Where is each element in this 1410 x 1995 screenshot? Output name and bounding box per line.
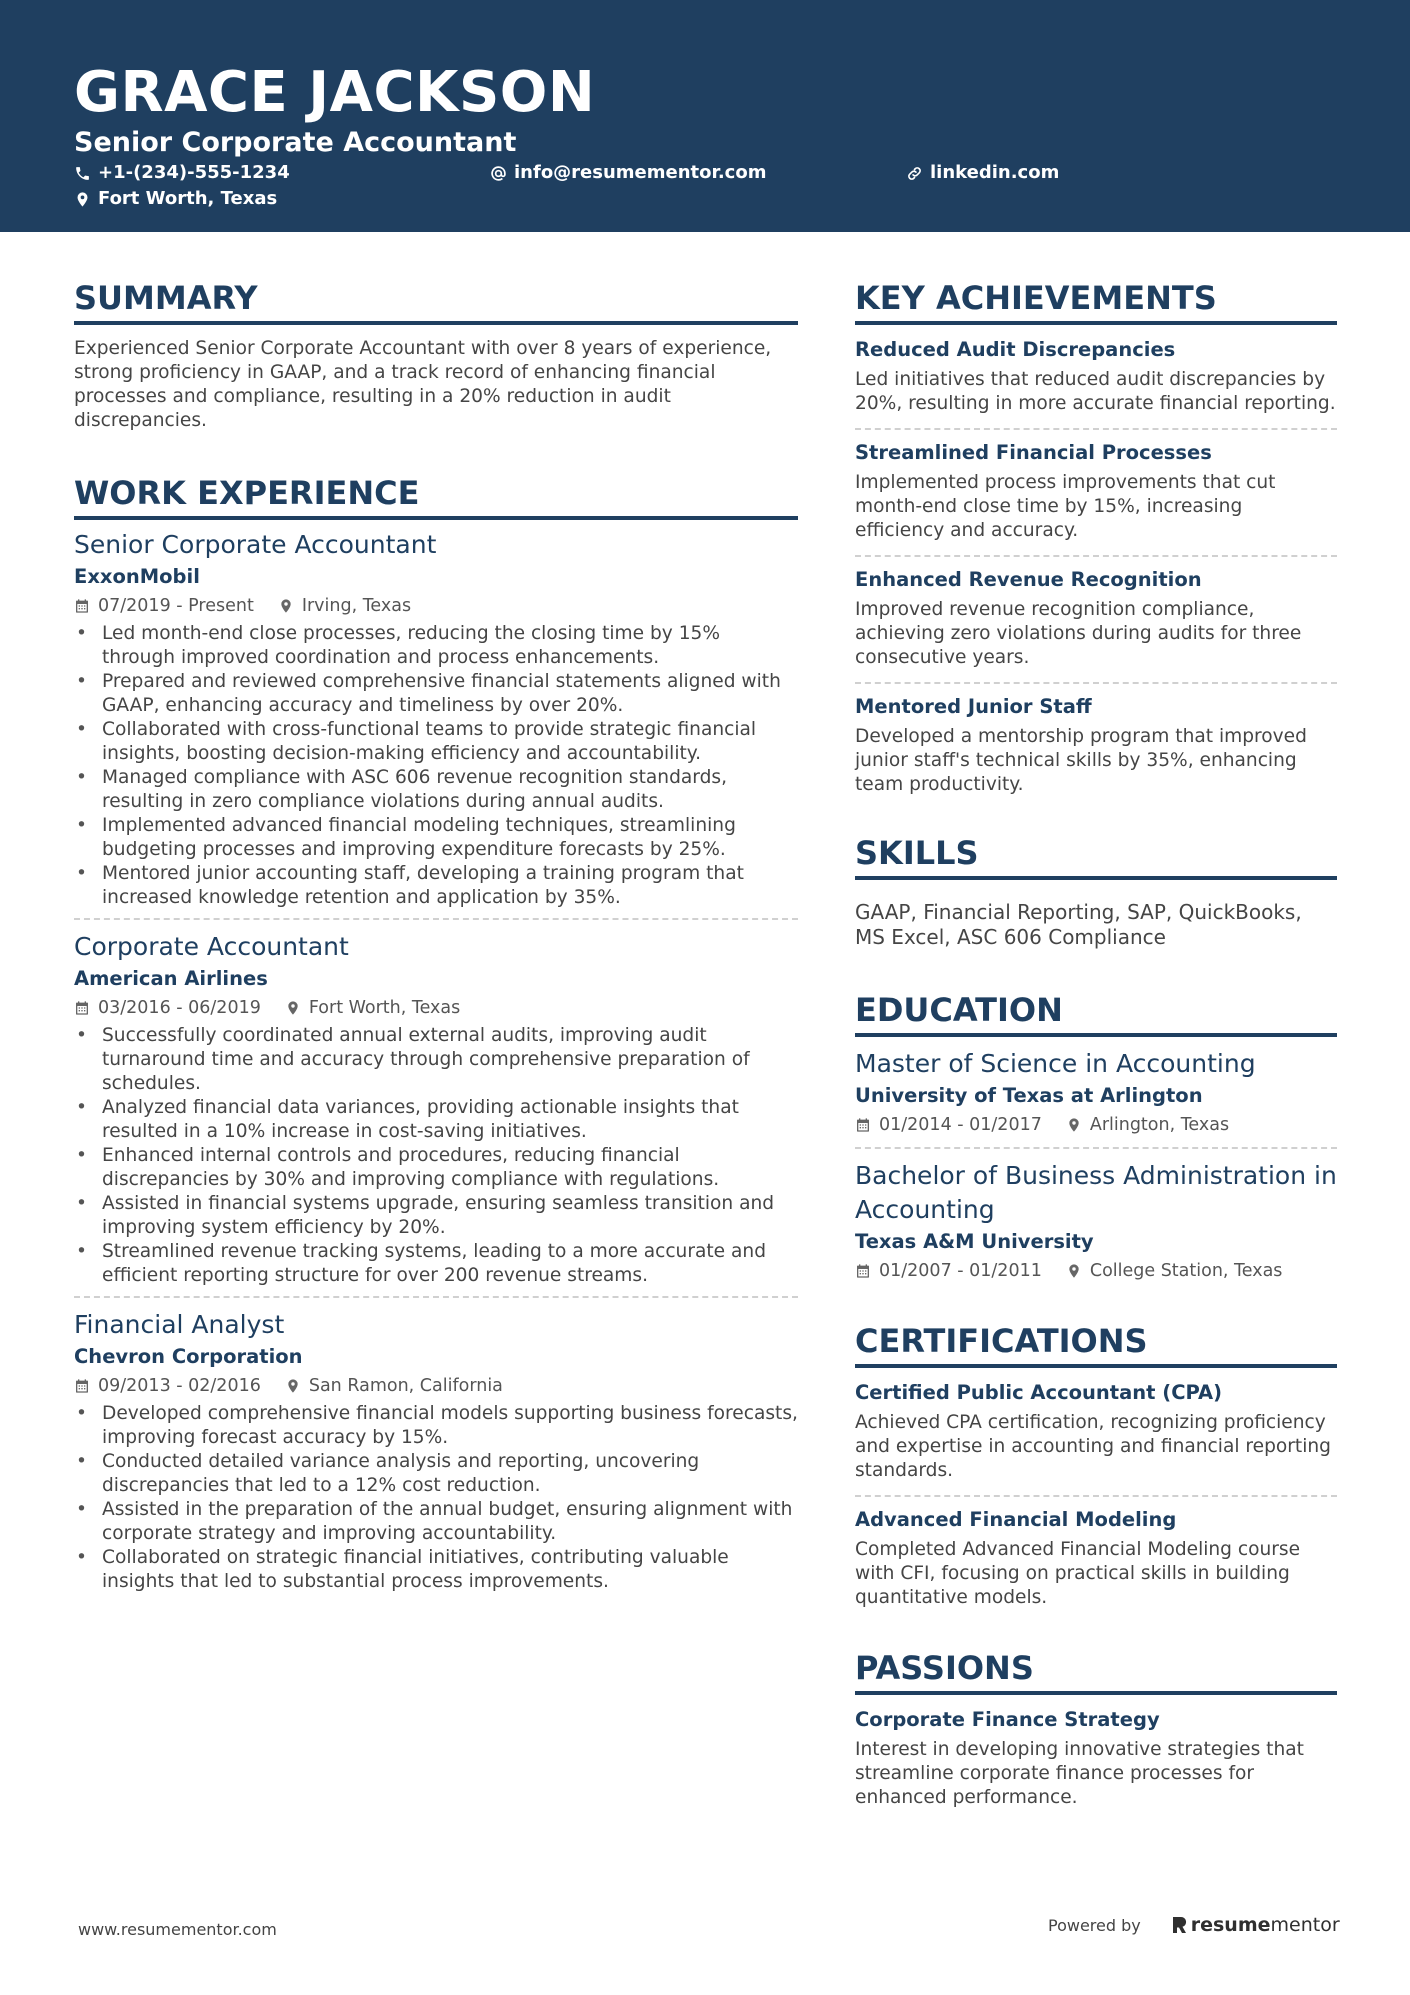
company-name: American Airlines	[74, 967, 268, 990]
job-bullets	[74, 1402, 798, 1594]
achievements-section	[855, 278, 1337, 809]
map-pin-icon	[74, 191, 91, 208]
education-list	[855, 1041, 1337, 1293]
contact-linkedin[interactable]	[906, 161, 1059, 185]
job-bullets	[74, 622, 798, 910]
achievement-item	[855, 555, 1337, 682]
bullet-item: • Enhanced internal controls and procedures, reducing financial discrepancies by 30% and improving compliance with regulations.	[74, 1144, 798, 1192]
bullet-item: • Collaborated on strategic financial initiatives, contributing valuable insights that led to substantial process improvements.	[74, 1546, 798, 1594]
contact-email[interactable]	[490, 161, 766, 185]
calendar-icon	[855, 1263, 871, 1279]
location-text: Fort Worth, Texas	[308, 998, 461, 1018]
certification-list	[855, 1370, 1337, 1622]
map-pin-icon	[285, 1000, 301, 1016]
job-title: Senior Corporate Accountant	[74, 530, 437, 559]
map-pin-icon	[1066, 1117, 1082, 1133]
date-location-row	[74, 1374, 798, 1398]
achievement-list	[855, 327, 1337, 809]
bullet-item: • Led month-end close processes, reducing the closing time by 15% through improved coordination and process enhancements.	[74, 622, 798, 670]
brand-logo[interactable]	[1171, 1914, 1340, 1936]
date-location-row	[855, 1259, 1337, 1283]
date-range	[74, 996, 261, 1020]
passion-item-title: Corporate Finance Strategy	[855, 1708, 1160, 1731]
certification-item-text: Completed Advanced Financial Modeling course with CFI, focusing on practical skills in building quantitative models.	[855, 1539, 1301, 1608]
at-sign-icon	[490, 165, 507, 182]
location	[278, 594, 411, 618]
bullet-item: • Assisted in financial systems upgrade, ensuring seamless transition and improving system efficiency by 20%.	[74, 1192, 798, 1240]
summary-heading: SUMMARY	[74, 278, 798, 325]
bullet-item: • Developed comprehensive financial models supporting business forecasts, improving forecast accuracy by 15%.	[74, 1402, 798, 1450]
bullet-item: • Conducted detailed variance analysis and reporting, uncovering discrepancies that led to a 12% cost reduction.	[74, 1450, 798, 1498]
location	[285, 1374, 503, 1398]
achievement-item	[855, 682, 1337, 809]
resumementor-logo-icon	[1171, 1915, 1187, 1935]
job-list	[74, 528, 798, 1602]
calendar-icon	[74, 1000, 90, 1016]
certification-item-text: Achieved CPA certification, recognizing proficiency and expertise in accounting and financial reporting standards.	[855, 1412, 1331, 1481]
date-text: 07/2019 - Present	[98, 596, 254, 616]
bullet-item: • Collaborated with cross-functional teams to provide strategic financial insights, boosting decision-making efficiency and accountability.	[74, 718, 798, 766]
achievement-item	[855, 327, 1337, 428]
bullet-item: • Successfully coordinated annual external audits, improving audit turnaround time and accuracy through comprehensive preparation of schedules.	[74, 1024, 798, 1096]
map-pin-icon	[278, 598, 294, 614]
bullet-item: • Assisted in the preparation of the annual budget, ensuring alignment with corporate strategy and improving accountability.	[74, 1498, 798, 1546]
certification-item-title: Advanced Financial Modeling	[855, 1508, 1177, 1531]
passion-item	[855, 1697, 1337, 1822]
job-title: Financial Analyst	[74, 1310, 285, 1339]
passion-list	[855, 1697, 1337, 1822]
summary-section	[74, 278, 798, 433]
date-location-row	[74, 594, 798, 618]
achievement-item-text: Developed a mentorship program that improved junior staff's technical skills by 35%, enhancing team productivity.	[855, 726, 1307, 795]
education-entry	[855, 1147, 1337, 1293]
education-entry	[855, 1041, 1337, 1147]
certification-item	[855, 1370, 1337, 1495]
date-range	[855, 1259, 1042, 1283]
certifications-section	[855, 1321, 1337, 1622]
map-pin-icon	[1066, 1263, 1082, 1279]
experience-heading: WORK EXPERIENCE	[74, 473, 798, 520]
location-text: Fort Worth, Texas	[98, 188, 278, 209]
job-entry	[74, 1296, 798, 1602]
footer-website[interactable]: www.resumementor.com	[78, 1920, 277, 1939]
location-text: Irving, Texas	[301, 596, 412, 616]
calendar-icon	[855, 1117, 871, 1133]
certification-item-title: Certified Public Accountant (CPA)	[855, 1381, 1223, 1404]
date-text: 03/2016 - 06/2019	[98, 998, 261, 1018]
brand-light: mentor	[1270, 1914, 1340, 1936]
company-name: ExxonMobil	[74, 565, 200, 588]
left-column	[74, 278, 798, 1602]
date-range	[855, 1113, 1042, 1137]
resume-header	[0, 0, 1410, 232]
calendar-icon	[74, 598, 90, 614]
date-range	[74, 594, 254, 618]
location	[285, 996, 460, 1020]
skills-heading: SKILLS	[855, 833, 1337, 880]
achievement-item-title: Mentored Junior Staff	[855, 695, 1092, 718]
brand-bold: resume	[1190, 1914, 1271, 1936]
contact-location	[74, 187, 277, 211]
bullet-item: • Prepared and reviewed comprehensive financial statements aligned with GAAP, enhancing accuracy and timeliness by over 20%.	[74, 670, 798, 718]
degree-title: Bachelor of Business Administration in Accounting	[855, 1161, 1337, 1224]
date-text: 01/2007 - 01/2011	[879, 1261, 1042, 1281]
certification-item	[855, 1495, 1337, 1622]
date-text: 01/2014 - 01/2017	[879, 1115, 1042, 1135]
company-name: Chevron Corporation	[74, 1345, 303, 1368]
skills-text: GAAP, Financial Reporting, SAP, QuickBooks, MS Excel, ASC 606 Compliance	[855, 900, 1302, 949]
skills-section	[855, 833, 1337, 950]
contact-phone	[74, 161, 290, 185]
phone-icon	[74, 165, 91, 182]
certifications-heading: CERTIFICATIONS	[855, 1321, 1337, 1368]
bullet-item: • Mentored junior accounting staff, developing a training program that increased knowledge retention and application by 35%.	[74, 862, 798, 910]
bullet-item: • Managed compliance with ASC 606 revenue recognition standards, resulting in zero compliance violations during annual audits.	[74, 766, 798, 814]
map-pin-icon	[285, 1378, 301, 1394]
passions-heading: PASSIONS	[855, 1648, 1337, 1695]
location-text: San Ramon, California	[308, 1376, 503, 1396]
job-entry	[74, 528, 798, 918]
achievement-item-text: Implemented process improvements that cut month-end close time by 15%, increasing efficiency and accuracy.	[855, 472, 1276, 541]
candidate-name: GRACE JACKSON	[74, 60, 596, 125]
job-entry	[74, 918, 798, 1296]
date-text: 09/2013 - 02/2016	[98, 1376, 261, 1396]
location	[1066, 1259, 1283, 1283]
achievement-item-title: Streamlined Financial Processes	[855, 441, 1212, 464]
calendar-icon	[74, 1378, 90, 1394]
achievement-item-title: Reduced Audit Discrepancies	[855, 338, 1176, 361]
achievement-item-text: Led initiatives that reduced audit discrepancies by 20%, resulting in more accurate financial reporting.	[855, 369, 1336, 414]
achievement-item-text: Improved revenue recognition compliance, achieving zero violations during audits for three consecutive years.	[855, 599, 1302, 668]
school-name: University of Texas at Arlington	[855, 1084, 1203, 1107]
phone-text: +1-(234)-555-1234	[98, 162, 290, 183]
bullet-item: • Implemented advanced financial modeling techniques, streamlining budgeting processes and improving expenditure forecasts by 25%.	[74, 814, 798, 862]
experience-section	[74, 473, 798, 1602]
bullet-item: • Analyzed financial data variances, providing actionable insights that resulted in a 10% increase in cost-saving initiatives.	[74, 1096, 798, 1144]
job-title: Corporate Accountant	[74, 932, 349, 961]
job-bullets	[74, 1024, 798, 1288]
education-heading: EDUCATION	[855, 990, 1337, 1037]
date-range	[74, 1374, 261, 1398]
link-icon	[906, 165, 923, 182]
degree-title: Master of Science in Accounting	[855, 1049, 1256, 1078]
bullet-item: • Streamlined revenue tracking systems, leading to a more accurate and efficient reporting structure for over 200 revenue streams.	[74, 1240, 798, 1288]
powered-by-label: Powered by	[1048, 1915, 1141, 1935]
achievement-item	[855, 428, 1337, 555]
footer-powered	[1048, 1914, 1340, 1936]
candidate-title: Senior Corporate Accountant	[74, 127, 517, 158]
date-location-row	[74, 996, 798, 1020]
education-section	[855, 990, 1337, 1293]
location	[1066, 1113, 1229, 1137]
passions-section	[855, 1648, 1337, 1822]
summary-text: Experienced Senior Corporate Accountant with over 8 years of experience, strong proficiency in GAAP, and a track record of enhancing financial processes and compliance, resulting in a 20% reduction in audit discrepancies.	[74, 338, 772, 431]
linkedin-text[interactable]: linkedin.com	[930, 162, 1060, 183]
date-location-row	[855, 1113, 1337, 1137]
location-text: College Station, Texas	[1089, 1261, 1283, 1281]
school-name: Texas A&M University	[855, 1230, 1094, 1253]
email-text[interactable]: info@resumementor.com	[514, 162, 767, 183]
achievements-heading: KEY ACHIEVEMENTS	[855, 278, 1337, 325]
right-column	[855, 278, 1337, 1822]
location-text: Arlington, Texas	[1089, 1115, 1230, 1135]
passion-item-text: Interest in developing innovative strategies that streamline corporate finance processes for enhanced performance.	[855, 1739, 1304, 1808]
achievement-item-title: Enhanced Revenue Recognition	[855, 568, 1202, 591]
